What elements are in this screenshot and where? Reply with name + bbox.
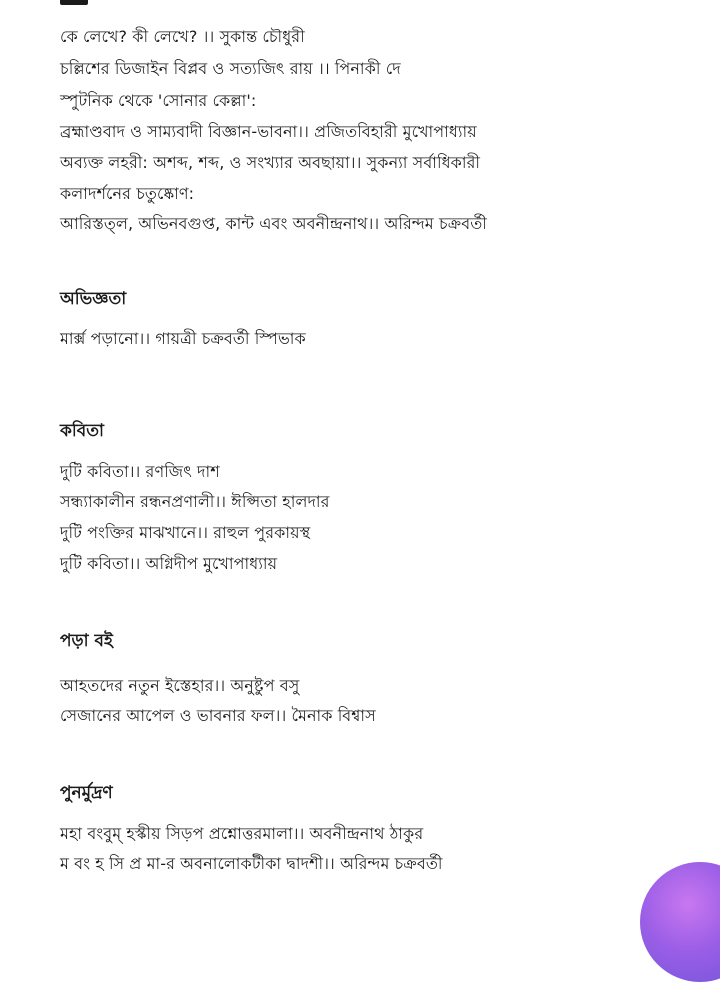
contents-entry: কলাদর্শনের চতুষ্কোণ: (60, 184, 195, 203)
contents-entry: ম বং হ সি প্র মা-র অবনালোকটীকা দ্বাদশী।। অরিন্দম চক্রবর্তী (60, 854, 443, 873)
contents-entry: সন্ধ্যাকালীন রন্ধনপ্রণালী।। ঈপ্সিতা হালদার (60, 492, 330, 511)
contents-entry: দুটি কবিতা।। রণজিৎ দাশ (60, 462, 220, 481)
section-heading-poetry: কবিতা (60, 421, 104, 441)
contents-entry: সেজানের আপেল ও ভাবনার ফল।। মৈনাক বিশ্বাস (60, 706, 376, 725)
contents-entry: ব্রহ্মাণ্ডবাদ ও সাম্যবাদী বিজ্ঞান-ভাবনা।। প্রজিতবিহারী মুখোপাধ্যায় (60, 122, 477, 141)
contents-entry: আরিস্তত্‌ল, অভিনবগুপ্ত, কান্ট এবং অবনীন্দ্রনাথ।। অরিন্দম চক্রবর্তী (60, 214, 487, 233)
contents-entry: মার্ক্স পড়ানো।। গায়ত্রী চক্রবর্তী স্পিভাক (60, 329, 306, 348)
contents-entry: আহতদের নতুন ইস্তেহার।। অনুষ্টুপ বসু (60, 676, 300, 695)
section-heading-book-reviews: পড়া বই (60, 631, 113, 651)
contents-entry: মহা বংবুম্‌ হস্কীয় সিড়প প্রশ্নোত্তরমালা।। অবনীন্দ্রনাথ ঠাকুর (60, 824, 424, 843)
section-heading-experience: অভিজ্ঞতা (60, 289, 127, 309)
contents-entry: চল্লিশের ডিজাইন বিপ্লব ও সত্যজিৎ রায় ।। পিনাকী দে (60, 59, 401, 78)
contents-entry: স্পুটনিক থেকে 'সোনার কেল্লা': (60, 91, 257, 110)
floating-action-bubble[interactable] (640, 862, 720, 982)
contents-entry: দুটি কবিতা।। অগ্নিদীপ মুখোপাধ্যায় (60, 554, 278, 573)
section-heading-reprint: পুনর্মুদ্রণ (60, 783, 113, 803)
contents-entry: কে লেখে? কী লেখে? ।। সুকান্ত চৌধুরী (60, 27, 305, 46)
contents-entry: অব্যক্ত লহরী: অশব্দ, শব্দ, ও সংখ্যার অবছায়া।। সুকন্যা সর্বাধিকারী (60, 153, 481, 172)
cut-off-heading-fragment (60, 0, 88, 5)
contents-entry: দুটি পংক্তির মাঝখানে।। রাহুল পুরকায়স্থ (60, 523, 311, 542)
